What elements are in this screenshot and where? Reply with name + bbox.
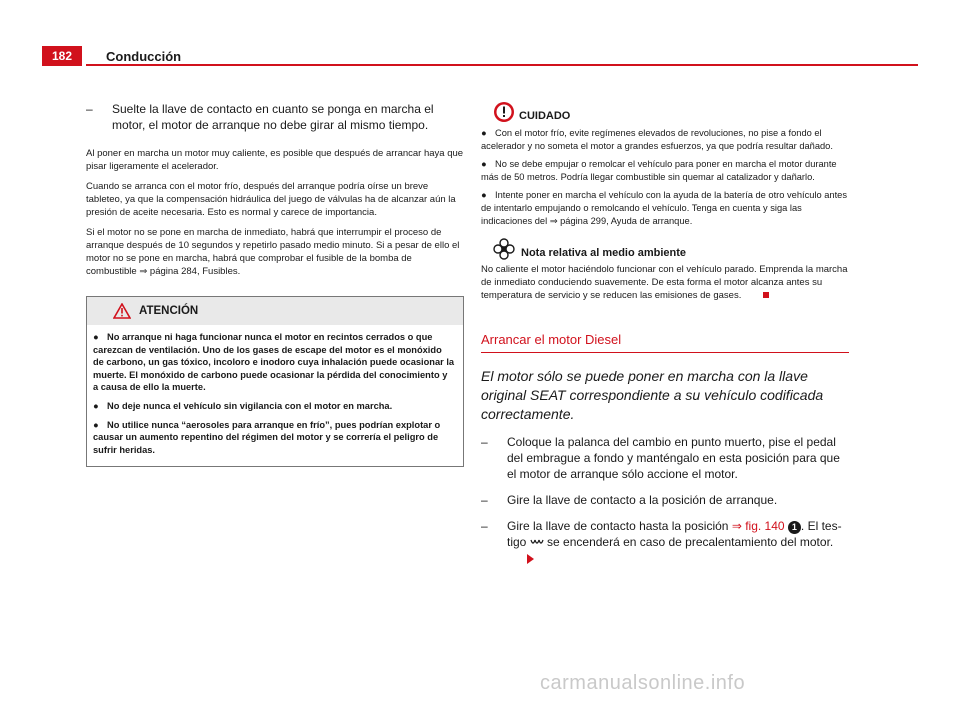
page-number: 182: [42, 46, 82, 66]
position-number-badge: 1: [788, 521, 801, 534]
caution-item: ● No se debe empujar o remolcar el vehículo para poner en marcha el motor durante más de 50 metros. Podría llegar combustible sin quemar al catalizador y dañarlo.: [481, 159, 837, 182]
step-item: – Coloque la palanca del cambio en punto muerto, pise el pedal del embrague a fondo y manténgalo en esta posición para que el motor de arranque sólo accione el motor.: [481, 434, 849, 482]
left-column: [86, 101, 464, 467]
caution-header: [493, 101, 849, 123]
warning-item: ● No arranque ni haga funcionar nunca el motor en recintos cerrados o que carezcan de ventilación. Uno de los gases de escape del motor es el monóxido de carbono, un gas tóxico, incoloro e inodoro cuya inhalación puede ocasionar la muerte. El monóxido de carbono puede ocasionar la pérdida del conocimiento y a causa de ello la muerte.: [93, 332, 455, 393]
warning-body: [87, 325, 463, 466]
warning-item: ● No deje nunca el vehículo sin vigilancia con el motor en marcha.: [93, 400, 393, 411]
warning-title: ATENCIÓN: [139, 305, 199, 317]
continue-arrow-icon: [527, 554, 534, 564]
environment-title: Nota relativa al medio ambiente: [521, 247, 687, 260]
paragraph: Si el motor no se pone en marcha de inmediato, habrá que interrumpir el proceso de arranque después de 10 segundos y repetirlo pasado medio minuto. Si a pesar de ello el motor no se pone en marcha, habrá que comprobar el fusible de la bomba de combustible ⇒ página 284, Fusibles.: [86, 227, 460, 277]
end-marker-icon: [763, 292, 769, 298]
glow-plug-icon: [530, 538, 544, 547]
flower-icon: [493, 238, 515, 260]
warning-triangle-icon: [113, 303, 131, 319]
paragraph: Cuando se arranca con el motor frío, después del arranque podría oírse un breve tableteo, ya que la compensación hidráulica del juego de válvulas ha de alcanzar aún la presión de aceite necesaria. Esto es normal y carece de importancia.: [86, 181, 456, 218]
step-item: – Gire la llave de contacto a la posición de arranque.: [481, 492, 849, 508]
environment-header: [493, 237, 849, 261]
step-item: – Suelte la llave de contacto en cuanto se ponga en marcha el motor, el motor de arranque no debe girar al mismo tiempo.: [86, 101, 464, 133]
warning-header: [87, 297, 463, 325]
caution-item: ● Intente poner en marcha el vehículo con la ayuda de la batería de otro vehículo antes de intentarlo empujando o remolcando el vehículo. Tenga en cuenta y siga las indicaciones del ⇒ página 299, Ayuda de arranque.: [481, 190, 847, 226]
section-lead: El motor sólo se puede poner en marcha con la llave original SEAT correspondiente a su vehículo codificada correctamente.: [481, 368, 824, 423]
caution-exclamation-icon: [493, 101, 515, 123]
caution-item: ● Con el motor frío, evite regímenes elevados de revoluciones, no pise a fondo el acelerador y no someta el motor a grandes esfuerzos, ya que podría resultar dañado.: [481, 128, 833, 151]
warning-item: ● No utilice nunca “aerosoles para arranque en frío”, pues podrían explotar o causar un aumento repentino del régimen del motor y se correría el peligro de sufrir heridas.: [93, 419, 441, 455]
section-title: Arrancar el motor Diesel: [481, 332, 849, 353]
step-item: – Gire la llave de contacto hasta la posición ⇒ fig. 140 1 . El testigo se encenderá en caso de precalentamiento del motor.: [481, 518, 849, 566]
watermark: carmanualsonline.info: [540, 672, 746, 694]
right-column: [481, 101, 849, 576]
caution-title: CUIDADO: [519, 110, 571, 122]
figure-link[interactable]: ⇒ fig. 140: [731, 519, 785, 534]
header-rule: [86, 64, 918, 66]
warning-box: [86, 296, 464, 467]
chapter-title: Conducción: [106, 49, 182, 64]
environment-text: No caliente el motor haciéndolo funcionar con el vehículo parado. Emprenda la marcha de inmediato conduciendo suavemente. De esta forma el motor alcanza antes su temperatura de servicio y se reducen las emisiones de gases.: [481, 264, 848, 302]
paragraph: Al poner en marcha un motor muy caliente, es posible que después de arrancar haya que pisar ligeramente el acelerador.: [86, 148, 464, 172]
